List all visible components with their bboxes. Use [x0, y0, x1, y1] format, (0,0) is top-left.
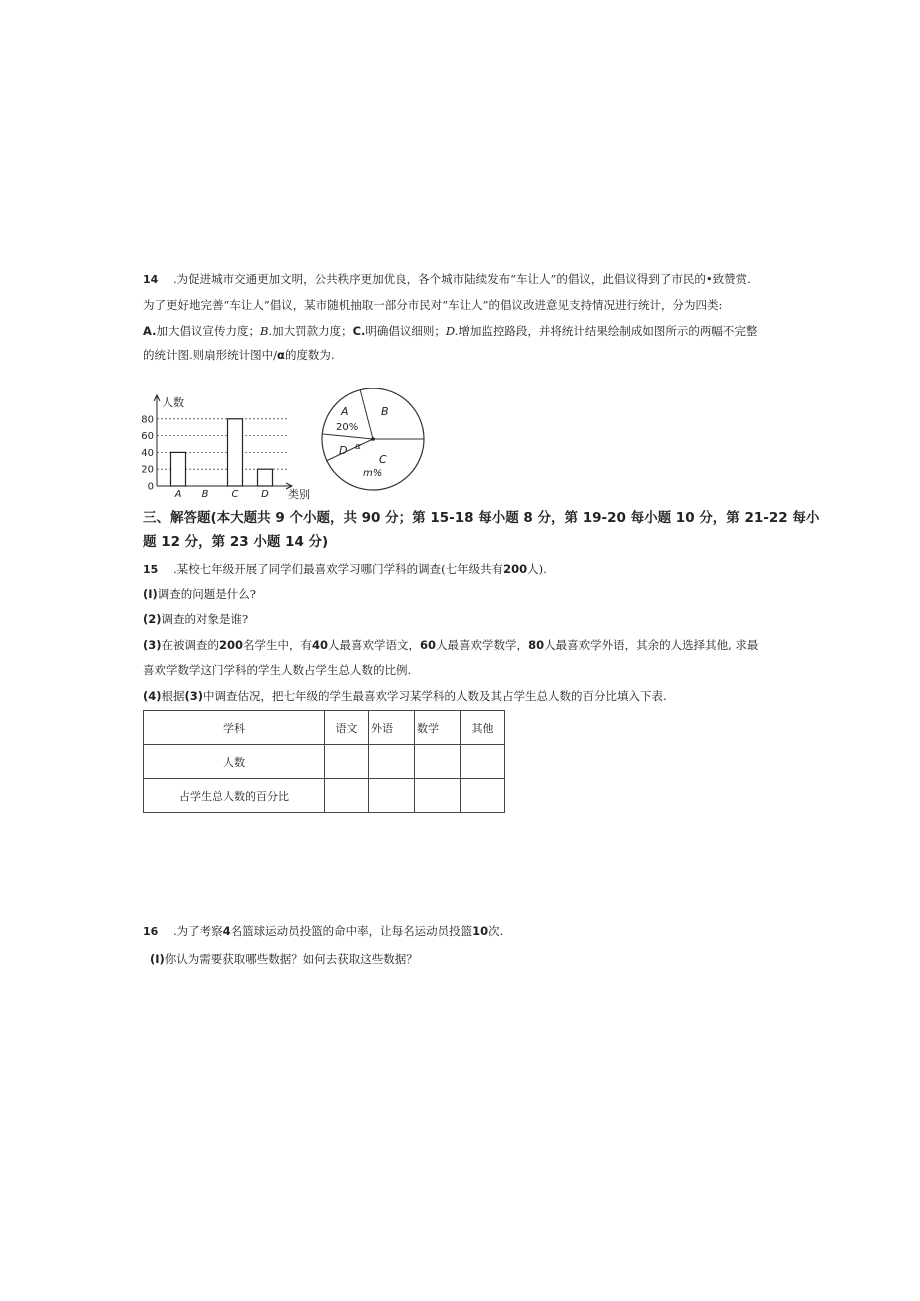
pie-center: [371, 437, 375, 441]
q16-part1-text: 你认为需要获取哪些数据？如何去获取这些数据？: [164, 952, 418, 966]
q14-text-4a: 的统计图.则扇形统计图中/: [143, 348, 278, 362]
option-a-text: 加大倡议宣传力度；: [156, 324, 260, 338]
q14-number: 14: [143, 273, 159, 286]
option-d-label: D.: [445, 324, 459, 338]
option-c-label: C.: [352, 324, 366, 338]
q15-part3-line1: [143, 637, 758, 653]
section3-heading-line2: 题 12 分，第 23 小题 14 分): [143, 534, 329, 550]
pie-chart: [318, 388, 428, 498]
q14-text-4b: 的度数为.: [284, 348, 335, 362]
pie-label-b: B: [381, 405, 389, 418]
q14-line1: [143, 271, 751, 288]
table-row: [144, 779, 505, 813]
alpha-symbol: α: [277, 348, 285, 362]
q15-part1: [143, 586, 256, 602]
y-tick-label: 0: [147, 481, 154, 493]
q15-number: 15: [143, 563, 159, 576]
bar-chart: [140, 392, 320, 502]
table-cell[interactable]: [415, 779, 461, 813]
pie-angle-alpha: α: [355, 442, 361, 452]
q15-part3-num2: 40: [312, 638, 329, 652]
q15-part3-text-a: 在被调查的: [161, 638, 220, 652]
table-header-cell: 学科: [144, 711, 325, 745]
bar-A: [171, 452, 186, 486]
table-header-cell: 其他: [461, 711, 505, 745]
q16-stem-c: 次.: [488, 924, 504, 938]
q15-part4-ref: (3): [184, 689, 204, 703]
q15-part3-text-e: 人最喜欢学外语，其余的人选择其他, 求最: [544, 638, 759, 652]
option-a-label: A.: [143, 324, 157, 338]
q15-part2: [143, 611, 248, 627]
q15-part4: [143, 688, 667, 704]
pie-label-a: A: [341, 405, 349, 418]
bar-C: [228, 419, 243, 486]
y-tick-label: 60: [141, 431, 154, 443]
q15-part4-text-a: 根据: [161, 689, 185, 703]
table-cell[interactable]: [461, 779, 505, 813]
q16-part1-label: (I): [150, 952, 165, 966]
q15-part1-text: 调查的问题是什么?: [157, 587, 256, 601]
pie-value-c: m%: [363, 468, 383, 479]
option-d-text: 增加监控路段，并将统计结果绘制成如图所示的两幅不完整: [458, 324, 758, 338]
y-tick-label: 40: [141, 447, 154, 459]
q16-stem-num2: 10: [472, 924, 489, 938]
q15-part4-label: (4): [143, 689, 162, 703]
q15-part2-label: (2): [143, 612, 162, 626]
q15-stem: [143, 561, 547, 578]
table-row: [144, 745, 505, 779]
q14-text-1: .为促进城市交通更加文明，公共秩序更加优良，各个城市陆续发布“车让人”的倡议，此倡议得到了市民的•致赞赏.: [172, 272, 751, 286]
table-row-label: 人数: [144, 745, 325, 779]
q15-part3-num3: 60: [420, 638, 437, 652]
y-tick-label: 20: [141, 464, 154, 476]
y-tick-label: 80: [141, 414, 154, 426]
table-header-cell: 数学: [415, 711, 461, 745]
q15-part3-num1: 200: [219, 638, 244, 652]
q16-number: 16: [143, 925, 159, 938]
table-cell[interactable]: [415, 745, 461, 779]
q16-stem-b: 名篮球运动员投篮的命中率，让每名运动员投篮: [230, 924, 473, 938]
pie-divider-cd: [326, 439, 373, 461]
option-b-label: B.: [259, 324, 273, 338]
q15-part3-text-c: 人最喜欢学语文，: [328, 638, 421, 652]
table-header-cell: 语文: [325, 711, 369, 745]
table-cell[interactable]: [461, 745, 505, 779]
q15-stem-a: .某校七年级开展了同学们最喜欢学习哪门学科的调查(七年级共有: [172, 562, 504, 576]
x-tick-label: A: [174, 489, 182, 500]
pie-label-d: D: [339, 444, 348, 457]
q16-stem-a: .为了考察: [172, 924, 223, 938]
option-c-text: 明确倡议细则；: [365, 324, 446, 338]
pie-label-c: C: [379, 453, 387, 466]
q15-part3-text-b: 名学生中，有: [243, 638, 313, 652]
table-cell[interactable]: [325, 745, 369, 779]
x-tick-label: D: [261, 489, 269, 500]
table-cell[interactable]: [369, 779, 415, 813]
x-tick-label: B: [201, 489, 209, 500]
q15-part2-text: 调查的对象是谁?: [161, 612, 249, 626]
x-tick-label: C: [231, 489, 239, 500]
q15-stem-b: 人).: [527, 562, 547, 576]
q14-line3: [143, 323, 757, 339]
table-header-row: [144, 711, 505, 745]
q15-part3-num4: 80: [528, 638, 545, 652]
section3-heading-line1: 三、解答题(本大题共 9 个小题，共 90 分；第 15-18 每小题 8 分，第 19-20 每小题 10 分，第 21-22 每小: [143, 510, 820, 526]
pie-divider-ab: [360, 389, 373, 439]
q15-part3-text-d: 人最喜欢学数学，: [436, 638, 529, 652]
q15-part3-label: (3): [143, 638, 162, 652]
table-row-label: 占学生总人数的百分比: [144, 779, 325, 813]
pie-divider-da: [323, 434, 373, 439]
table-cell[interactable]: [369, 745, 415, 779]
option-b-text: 加大罚款力度；: [272, 324, 353, 338]
q15-part3-line2: 喜欢学数学这门学科的学生人数占学生总人数的比例.: [143, 663, 412, 677]
q16-stem-num1: 4: [222, 924, 231, 938]
pie-value-a: 20%: [336, 422, 359, 433]
y-axis-label: 人数: [162, 396, 184, 409]
q15-stem-num: 200: [503, 562, 528, 576]
table-cell[interactable]: [325, 779, 369, 813]
x-axis-label: 类别: [288, 488, 310, 501]
q14-line2: 为了更好地完善“车让人”倡议，某市随机抽取一部分市民对“车让人”的倡议改进意见支持情况进行统计，分为四类:: [143, 298, 723, 312]
q15-part1-label: (I): [143, 587, 158, 601]
subject-table: [143, 710, 505, 813]
table-header-cell: 外语: [369, 711, 415, 745]
q16-stem: [143, 923, 503, 940]
q14-line4: [143, 347, 335, 363]
q16-part1: [150, 951, 418, 967]
bar-D: [258, 469, 273, 486]
q15-part4-text-b: 中调查估况，把七年级的学生最喜欢学习某学科的人数及其占学生总人数的百分比填入下表.: [203, 689, 667, 703]
